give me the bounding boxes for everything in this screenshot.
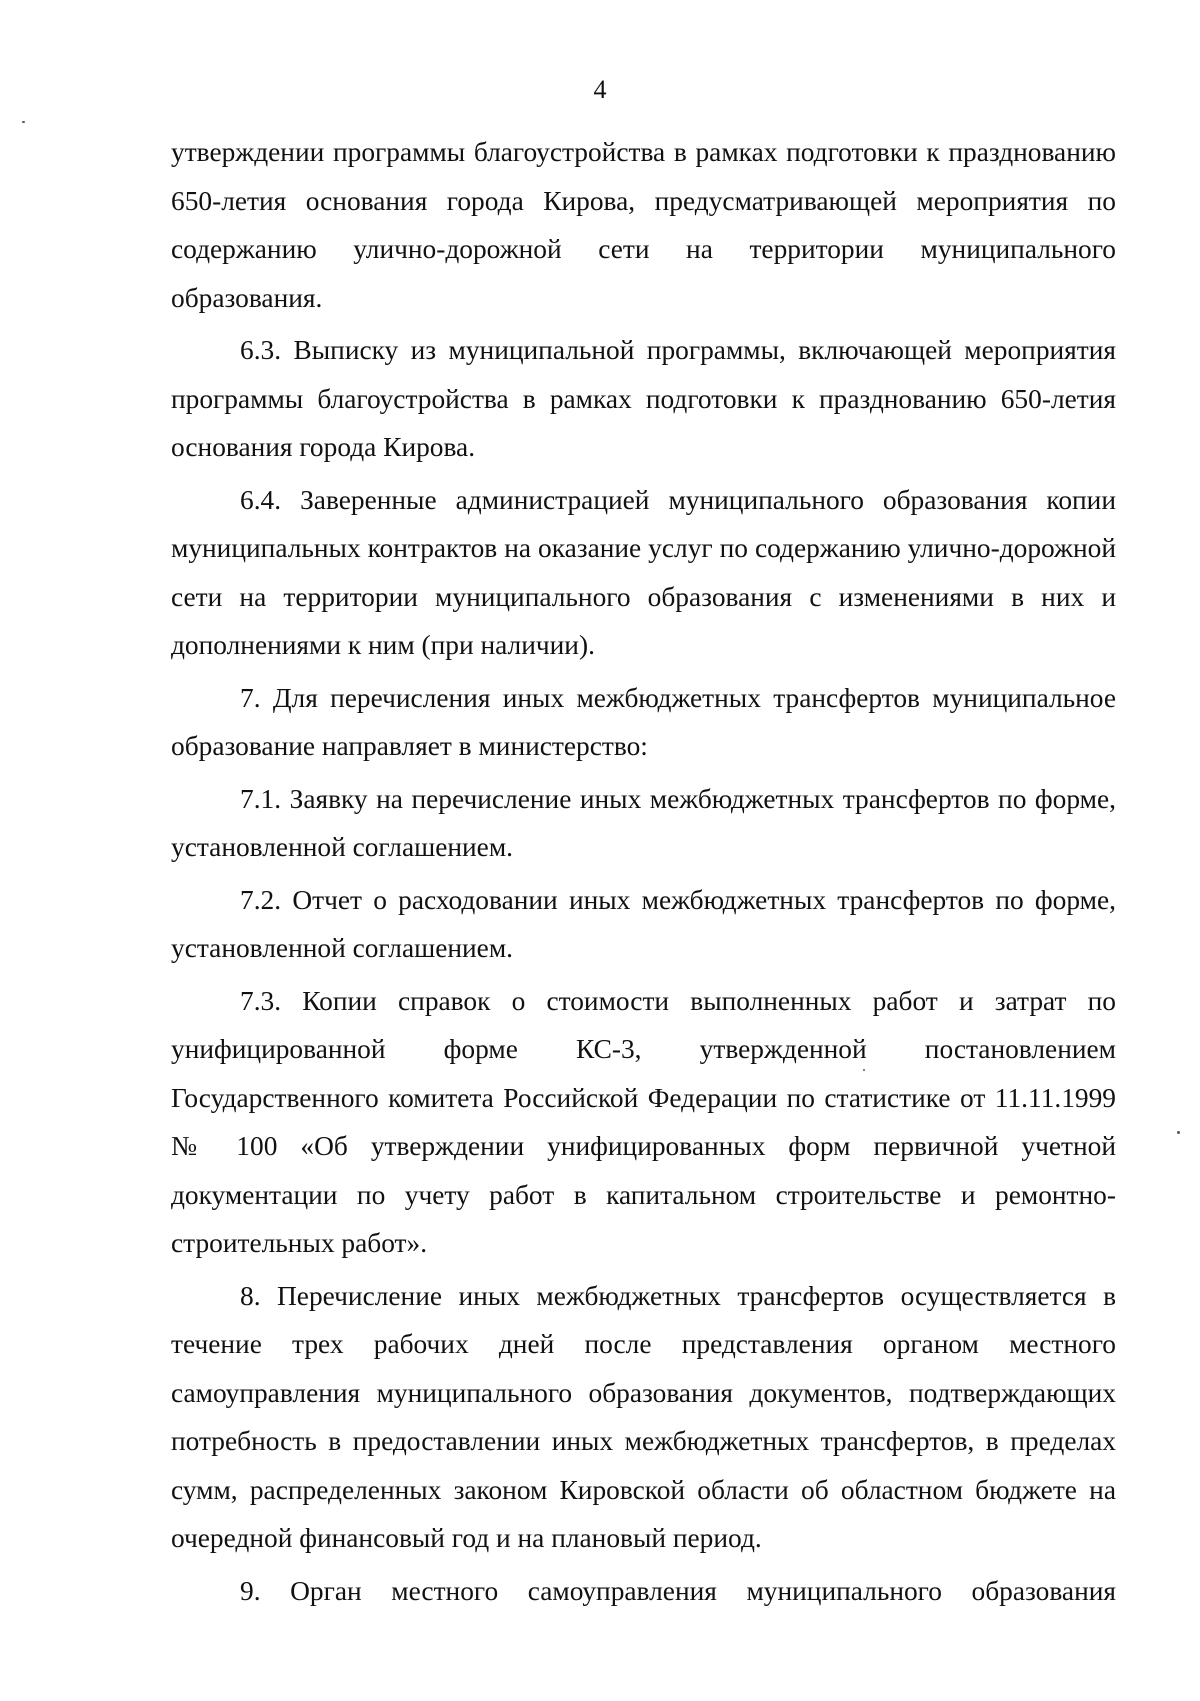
paragraph-8: 8. Перечисление иных межбюджетных трансфертов осуществляется в течение трех рабочих дней после представления органом местного самоуправления муниципального образования документов, подтверждающих потребность в предоставлении иных межбюджетных трансфертов, в пределах сумм, распределенных законом Кировской области об областном бюджете на очередной финансовый год и на плановый период. [171, 1280, 1116, 1553]
paragraph-6-3: 6.3. Выписку из муниципальной программы, включающей мероприятия программы благоустройства в рамках подготовки к празднованию 650-летия основания города Кирова. [171, 335, 1116, 462]
scan-speck [1177, 1131, 1180, 1134]
paragraph-7-2: 7.2. Отчет о расходовании иных межбюджетных трансфертов по форме, установленной соглашением. [171, 884, 1116, 963]
scan-speck [22, 121, 25, 123]
paragraph-continuation: утверждении программы благоустройства в рамках подготовки к празднованию 650-летия основания города Кирова, предусматривающей мероприятия по содержанию улично-дорожной сети на территории муниципального образования. [171, 137, 1116, 313]
paragraph-7-1: 7.1. Заявку на перечисление иных межбюджетных трансфертов по форме, установленной соглашением. [171, 783, 1116, 862]
scan-speck [863, 1069, 865, 1071]
paragraph-7-3: 7.3. Копии справок о стоимости выполненных работ и затрат по унифицированной форме КС-3, утвержденной постановлением Государственного комитета Российской Федерации по статистике от 11.11.1999 № 100 «Об утверждении унифицированных форм первичной учетной документации по учету работ в капитальном строительстве и ремонтно-строительных работ». [171, 985, 1116, 1258]
document-body [171, 128, 1116, 1615]
page-number: 4 [593, 75, 607, 104]
paragraph-6-4: 6.4. Заверенные администрацией муниципального образования копии муниципальных контрактов на оказание услуг по содержанию улично-дорожной сети на территории муниципального образования с изменениями в них и дополнениями к ним (при наличии). [171, 484, 1116, 660]
paragraph-7: 7. Для перечисления иных межбюджетных трансфертов муниципальное образование направляет в министерство: [171, 682, 1116, 761]
paragraph-9: 9. Орган местного самоуправления муниципального образования [240, 1575, 1116, 1606]
